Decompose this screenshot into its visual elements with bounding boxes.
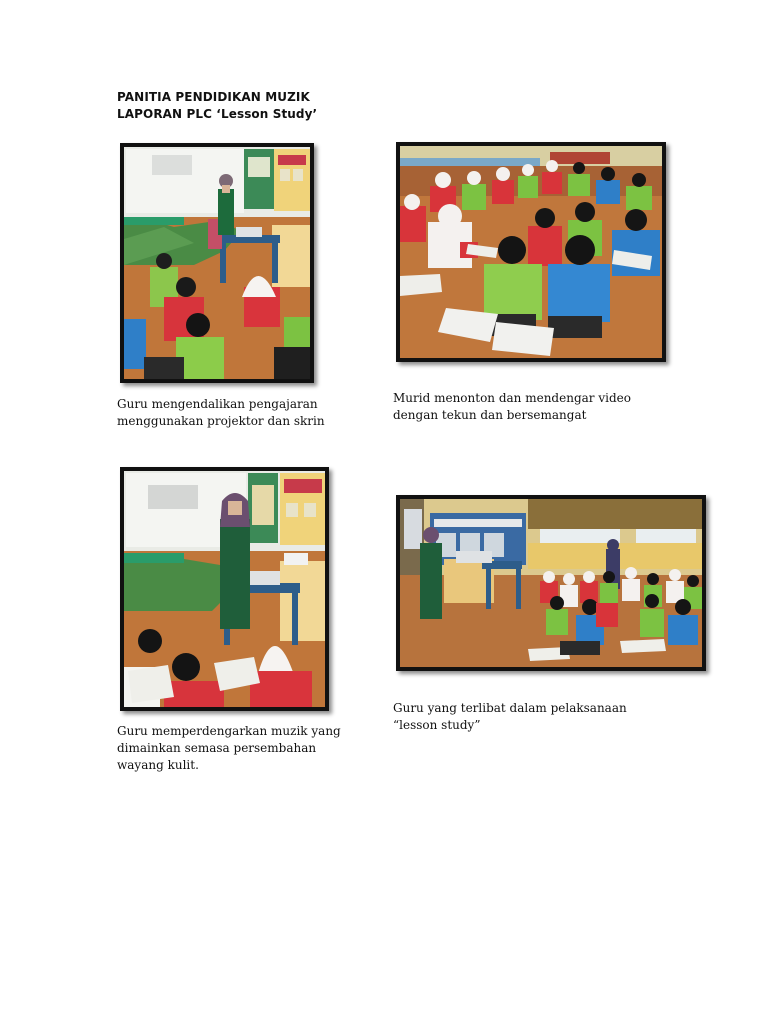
caption-line: dimainkan semasa persembahan (117, 741, 317, 755)
title-line-1: PANITIA PENDIDIKAN MUZIK (117, 90, 310, 104)
caption-photo-3 (117, 723, 341, 774)
caption-line: Murid menonton dan mendengar video (393, 391, 631, 405)
photo-teacher-projector (120, 143, 314, 383)
caption-line: wayang kulit. (117, 758, 199, 772)
photo-pupils-watching (396, 142, 666, 362)
photo-teacher-music (120, 467, 329, 711)
caption-line: dengan tekun dan bersemangat (393, 408, 587, 422)
caption-photo-1 (117, 396, 325, 430)
caption-line: Guru yang terlibat dalam pelaksanaan (393, 701, 627, 715)
caption-line: menggunakan projektor dan skrin (117, 414, 325, 428)
caption-line: Guru mengendalikan pengajaran (117, 397, 318, 411)
page-title (117, 89, 317, 123)
caption-line: “lesson study” (393, 718, 481, 732)
title-line-2: LAPORAN PLC ‘Lesson Study’ (117, 107, 318, 121)
photo-teachers-overview (396, 495, 706, 671)
caption-photo-4 (393, 700, 627, 734)
caption-photo-2 (393, 390, 631, 424)
caption-line: Guru memperdengarkan muzik yang (117, 724, 341, 738)
